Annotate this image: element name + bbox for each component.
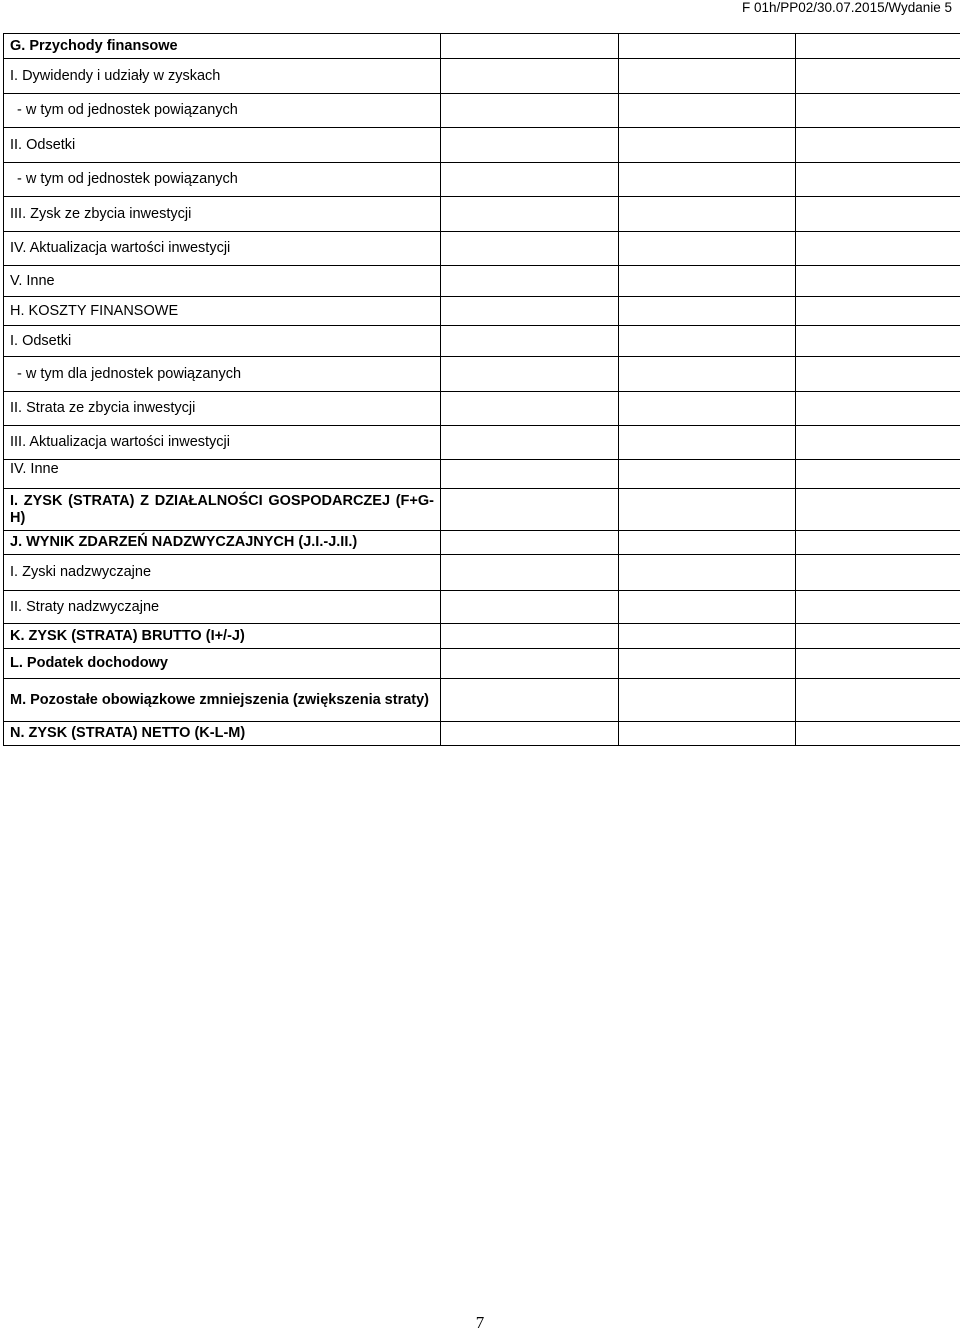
table-row — [4, 163, 960, 197]
value-cell[interactable] — [796, 232, 960, 266]
value-cell[interactable] — [796, 679, 960, 722]
row-label: I. Odsetki — [4, 326, 441, 357]
value-cell[interactable] — [619, 722, 796, 746]
row-label: L. Podatek dochodowy — [4, 649, 441, 679]
value-cell[interactable] — [796, 624, 960, 649]
row-label: II. Odsetki — [4, 128, 441, 163]
value-cell[interactable] — [441, 649, 619, 679]
row-label: H. KOSZTY FINANSOWE — [4, 297, 441, 326]
value-cell[interactable] — [619, 34, 796, 59]
value-cell[interactable] — [619, 59, 796, 94]
value-cell[interactable] — [619, 531, 796, 555]
table-row — [4, 679, 960, 722]
value-cell[interactable] — [619, 94, 796, 128]
value-cell[interactable] — [796, 326, 960, 357]
value-cell[interactable] — [796, 460, 960, 489]
row-label: G. Przychody finansowe — [4, 34, 441, 59]
table-row — [4, 34, 960, 59]
value-cell[interactable] — [441, 59, 619, 94]
table-row — [4, 531, 960, 555]
row-label: N. ZYSK (STRATA) NETTO (K-L-M) — [4, 722, 441, 746]
table-row — [4, 489, 960, 531]
value-cell[interactable] — [619, 460, 796, 489]
financial-statement-table — [3, 33, 960, 746]
value-cell[interactable] — [441, 591, 619, 624]
table-row — [4, 591, 960, 624]
row-label: II. Straty nadzwyczajne — [4, 591, 441, 624]
table-row — [4, 624, 960, 649]
row-label: - w tym dla jednostek powiązanych — [4, 357, 441, 392]
value-cell[interactable] — [796, 426, 960, 460]
table-row — [4, 357, 960, 392]
value-cell[interactable] — [619, 426, 796, 460]
value-cell[interactable] — [441, 392, 619, 426]
value-cell[interactable] — [796, 489, 960, 531]
table-row — [4, 460, 960, 489]
row-label: - w tym od jednostek powiązanych — [4, 163, 441, 197]
row-label: J. WYNIK ZDARZEŃ NADZWYCZAJNYCH (J.I.-J.II.) — [4, 531, 441, 555]
value-cell[interactable] — [619, 197, 796, 232]
row-label: III. Zysk ze zbycia inwestycji — [4, 197, 441, 232]
value-cell[interactable] — [796, 59, 960, 94]
value-cell[interactable] — [619, 679, 796, 722]
table-row — [4, 722, 960, 746]
row-label: I. Dywidendy i udziały w zyskach — [4, 59, 441, 94]
row-label: III. Aktualizacja wartości inwestycji — [4, 426, 441, 460]
table-row — [4, 555, 960, 591]
value-cell[interactable] — [619, 326, 796, 357]
value-cell[interactable] — [441, 531, 619, 555]
value-cell[interactable] — [441, 624, 619, 649]
table-row — [4, 128, 960, 163]
row-label: II. Strata ze zbycia inwestycji — [4, 392, 441, 426]
row-label: IV. Inne — [4, 460, 441, 489]
value-cell[interactable] — [441, 128, 619, 163]
page-number: 7 — [0, 1313, 960, 1333]
value-cell[interactable] — [619, 392, 796, 426]
value-cell[interactable] — [796, 649, 960, 679]
value-cell[interactable] — [619, 266, 796, 297]
document-code: F 01h/PP02/30.07.2015/Wydanie 5 — [742, 0, 952, 16]
value-cell[interactable] — [441, 94, 619, 128]
value-cell[interactable] — [441, 679, 619, 722]
value-cell[interactable] — [619, 357, 796, 392]
value-cell[interactable] — [796, 266, 960, 297]
value-cell[interactable] — [796, 163, 960, 197]
value-cell[interactable] — [796, 34, 960, 59]
value-cell[interactable] — [796, 555, 960, 591]
row-label: K. ZYSK (STRATA) BRUTTO (I+/-J) — [4, 624, 441, 649]
table-row — [4, 326, 960, 357]
value-cell[interactable] — [441, 722, 619, 746]
value-cell[interactable] — [441, 34, 619, 59]
table-row — [4, 266, 960, 297]
row-label: I. Zyski nadzwyczajne — [4, 555, 441, 591]
value-cell[interactable] — [796, 128, 960, 163]
value-cell[interactable] — [441, 197, 619, 232]
value-cell[interactable] — [441, 232, 619, 266]
row-label: I. ZYSK (STRATA) Z DZIAŁALNOŚCI GOSPODARCZEJ (F+G-H) — [4, 489, 441, 531]
value-cell[interactable] — [619, 591, 796, 624]
table-row — [4, 232, 960, 266]
value-cell[interactable] — [619, 624, 796, 649]
value-cell[interactable] — [796, 392, 960, 426]
table-row — [4, 197, 960, 232]
table-row — [4, 649, 960, 679]
value-cell[interactable] — [796, 94, 960, 128]
table-row — [4, 59, 960, 94]
value-cell[interactable] — [441, 357, 619, 392]
value-cell[interactable] — [796, 591, 960, 624]
row-label: V. Inne — [4, 266, 441, 297]
row-label: IV. Aktualizacja wartości inwestycji — [4, 232, 441, 266]
value-cell[interactable] — [619, 163, 796, 197]
value-cell[interactable] — [619, 649, 796, 679]
value-cell[interactable] — [619, 489, 796, 531]
value-cell[interactable] — [796, 197, 960, 232]
value-cell[interactable] — [619, 297, 796, 326]
table-row — [4, 94, 960, 128]
value-cell[interactable] — [441, 266, 619, 297]
table-row — [4, 392, 960, 426]
table-row — [4, 426, 960, 460]
value-cell[interactable] — [441, 460, 619, 489]
value-cell[interactable] — [441, 326, 619, 357]
value-cell[interactable] — [796, 531, 960, 555]
value-cell[interactable] — [441, 489, 619, 531]
value-cell[interactable] — [619, 232, 796, 266]
value-cell[interactable] — [796, 357, 960, 392]
value-cell[interactable] — [441, 426, 619, 460]
value-cell[interactable] — [619, 128, 796, 163]
value-cell[interactable] — [796, 297, 960, 326]
value-cell[interactable] — [619, 555, 796, 591]
value-cell[interactable] — [441, 297, 619, 326]
table-row — [4, 297, 960, 326]
value-cell[interactable] — [441, 163, 619, 197]
value-cell[interactable] — [796, 722, 960, 746]
row-label: M. Pozostałe obowiązkowe zmniejszenia (zwiększenia straty) — [4, 679, 441, 722]
row-label: - w tym od jednostek powiązanych — [4, 94, 441, 128]
value-cell[interactable] — [441, 555, 619, 591]
